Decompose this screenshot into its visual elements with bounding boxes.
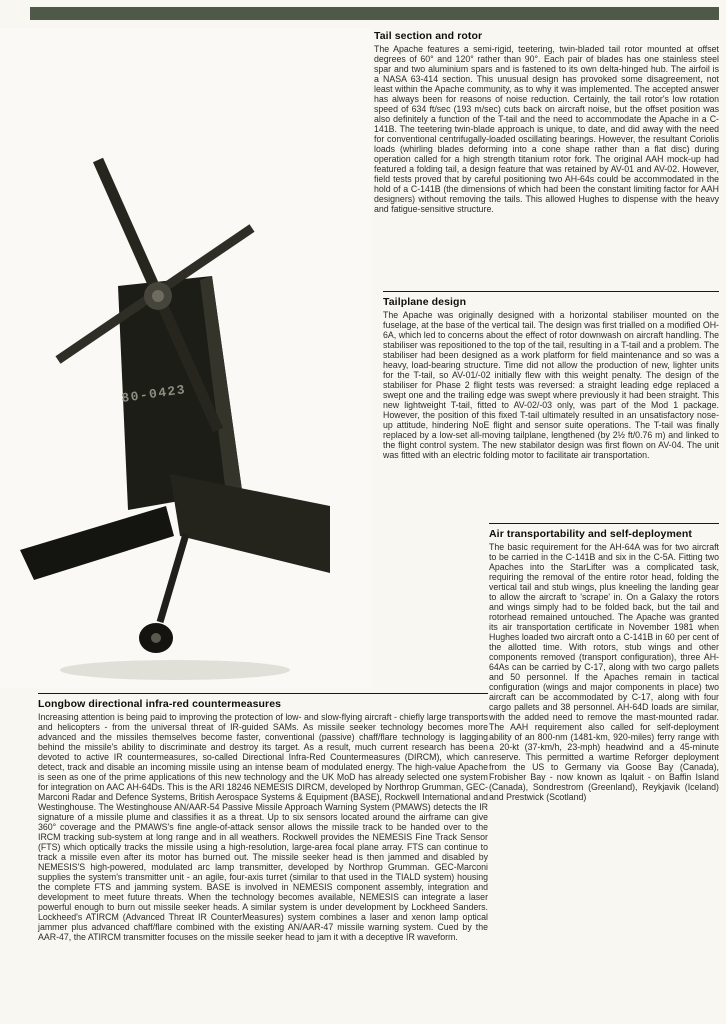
- section-title-tailplane: Tailplane design: [383, 296, 467, 308]
- section-title-air-transport: Air transportability and self-deployment: [489, 528, 692, 540]
- section-body-air-transport: The basic requirement for the AH-64A was for two aircraft to be carried in the C-141B and six in the C-5A. Fitting two Apaches into the StarLifter was a complicated task, requiring the removal of the entire rotor head, folding the vertical tail and stub wings, plus kneeling the landing gear to allow the aircraft to 'scrape' in. On a Galaxy the rotors and wings simply had to be folded back, but the tail and rotorhead remained untouched. The Apache was granted its air transportation certificate in November 1981 when Hughes loaded two aircraft onto a C-141B in 60 per cent of the allotted time. With rotors, stub wings and other components removed (transport configuration), three AH-64As can be carried by C-17, along with two cargo pallets and 50 personnel. If the Apaches remain in tactical configuration (wings and major components in place) two aircraft can be accommodated by C-17, along with four cargo pallets and 38 personnel. AH-64D loads are similar, with the added need to remove the mast-mounted radar. The AAH requirement also called for self-deployment ability of an 800-nm (1481-km, 920-miles) ferry range with a 20-kt (37-km/h, 23-mph) headwind and a 45-minute reserve. This permitted a wartime Reforger deployment from the US to Germany via Goose Bay (Canada), Frobisher Bay - now known as Iqaluit - on Baffin Island (Canada), Sondrestrom (Greenland), Reykjavik (Iceland) and Prestwick (Scotland): [489, 542, 719, 803]
- section-rule: [383, 291, 719, 292]
- section-air-transport: [489, 523, 719, 802]
- section-title-tail-rotor: Tail section and rotor: [374, 30, 483, 42]
- tail-number: 80-0423: [120, 382, 188, 406]
- section-longbow-dircm: [38, 693, 488, 942]
- section-title-longbow: Longbow directional infra-red countermeasures: [38, 698, 282, 710]
- hub-highlight: [152, 290, 164, 302]
- ground-shadow: [60, 660, 290, 680]
- section-body-tail-rotor: The Apache features a semi-rigid, teetering, twin-bladed tail rotor mounted at offset degrees of 60° and 120° rather than 90°. Each pair of blades has one stainless steel spar and two aluminium spars and is fastened to its own delta-hinged hub. The airfoil is a NASA 63-414 section. This unusual design has provoked some disagreement, not least within the Apache community, as to why it was implemented. The accepted answer has always been for reasons of noise reduction. Certainly, the tail rotor's low rotation speed of 634 ft/sec (193 m/sec) cuts back on aircraft noise, but the offset position was also definitely a function of the T-tail and the need to accommodate the Apache in a C-141B. The teetering twin-blade approach is unique, to date, and did away with the need for conventional centrifugally-loaded oscillating bearings. However, the resultant Coriolis loads (whirling blades deforming into a cone shape rather than a flat disc) during operation called for a high strength titanium rotor fork. The original AAH mock-up had featured a folding tail, a design feature that was retained by AV-01 and AV-02. However, field tests proved that by careful positioning two AH-64s could be accommodated in the hold of a C-141B (the dimensions of which had been the constant limiting factor for AAH designers) without removing the tails. This allowed Hughes to dispense with the heavy and fatigue-sensitive structure.: [374, 44, 719, 215]
- top-rule-bar: [30, 7, 719, 20]
- section-body-longbow: Increasing attention is being paid to improving the protection of low- and slow-flying aircraft - chiefly large transports and helicopters - from the universal threat of IR-guided SAMs. As missile seeker technology becomes more advanced and the missiles themselves become faster, conventional (passive) chaff/flare technology is lagging behind the missile's ability to discriminate and destroy its target. As a result, much current research has been devoted to active IR countermeasures, so-called Directional Infra-Red Countermeasures (DIRCM), which can detect, track and disable an incoming missile using an intense beam of modulated energy. The high-value Apache is seen as one of the prime applications of this new technology and the UK MoD has already selected one system for integration on AAC AH-64Ds. This is the ARI 18246 NEMESIS DIRCM, developed by Northrop Grumman, GEC-Marconi Radar and Defence Systems, British Aerospace Systems & Equipment (BASE), Rockwell International and Westinghouse. The Westinghouse AN/AAR-54 Passive Missile Approach Warning System (PMAWS) detects the IR signature of a missile plume and classifies it as a threat. Up to six sensors located around the airframe can give 360° coverage and the PMAWS's fine angle-of-attack sensor allows the missile track to be handed over to the IRCM tracking sub-system at long range and in all weathers. Rockwell provides the NEMESIS Fine Track Sensor (FTS) which optically tracks the missile using a high-resolution, large-area focal plane array. FTS can continue to track a missile even after its motor has burned out. The missile seeker head is then jammed and disabled by NEMESIS'S high-powered, modulated arc lamp transmitter, developed by Northrop Grumman. GEC-Marconi supplies the system's transmitter unit - an agile, four-axis turret (similar to that used in the TIALD system) housing the complete FTS and jamming system. BASE is involved in NEMESIS component assembly, integration and development to meet future threats. When the technology becomes available, NEMESIS can integrate a laser powerful enough to burn out missile seeker heads. A similar system is under development by Lockheed Sanders. Lockheed's ATIRCM (Advanced Threat IR CounterMeasures) system combines a laser and xenon lamp optical jammer plus advanced chaff/flare combined with the existing AN/AAR-47 missile warning system. Cued by the AAR-47, the ATIRCM transmitter focuses on the missile seeker head to jam it with a deceptive IR waveform.: [38, 712, 488, 943]
- tailwheel-hub: [151, 633, 161, 643]
- section-tailplane: [383, 291, 719, 460]
- section-body-tailplane: The Apache was originally designed with a horizontal stabiliser mounted on the fuselage, at the base of the vertical tail. The design was first trialled on a modified OH-6A, which led to concerns about the effect of rotor downwash on aircraft handling. The stabiliser was repositioned to the top of the tail, resulting in a T-tail and a problem. The stabiliser had been designed as a work platform for field maintenance and so was a heavy, load-bearing structure. Time did not allow the production of new, lighter units for the T-tail, so AV-01/-02 initially flew with this weight penalty. The design of the stabiliser for Phase 2 flight tests was reversed: a straight leading edge replaced a swept one and the trailing edge was swept where previously it had been straight. This new lightweight T-tail, fitted to AV-02/-03 only, was part of the Mod 1 package. However, the position of this fixed T-tail ultimately resulted in an unsatisfactory nose-up attitude, hindering NoE flight and sensor suite operations. The T-tail was finally replaced by a low-set all-moving tailplane, lengthened (by 2½ ft/0.76 m) and linked to the flight control system. The new stabilator design was first flown on AV-04. The unit was fitted with an electric folding motor to facilitate air transportation.: [383, 310, 719, 461]
- helicopter-tail-photo: [0, 28, 372, 688]
- helicopter-tail-illustration: [0, 28, 372, 688]
- section-rule: [38, 693, 488, 694]
- section-tail-rotor: [374, 30, 719, 214]
- section-rule: [489, 523, 719, 524]
